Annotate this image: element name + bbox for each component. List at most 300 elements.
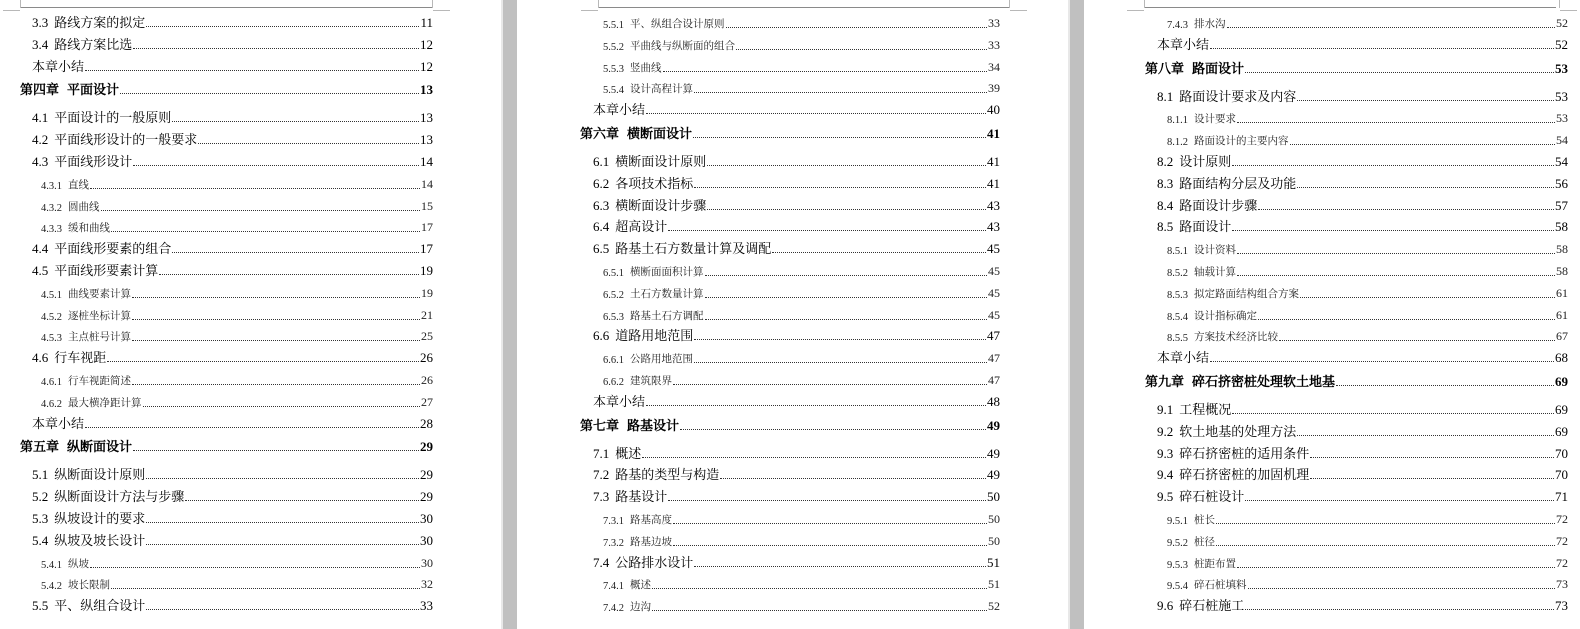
toc-section-entry[interactable] [32, 35, 433, 53]
document-page-3 [1084, 0, 1580, 629]
toc-page-number: 73 [1555, 598, 1568, 614]
toc-entry-number: 4.4 [32, 241, 49, 257]
crop-mark [1127, 10, 1144, 11]
toc-subsection-entry[interactable] [603, 370, 1000, 388]
toc-entry-title: 本章小结 [32, 415, 85, 431]
toc-subsection-entry[interactable] [603, 283, 1000, 301]
dot-leader [1237, 121, 1555, 123]
toc-subsection-entry[interactable] [1167, 108, 1568, 126]
toc-page-number: 33 [988, 16, 1000, 30]
toc-subsection-entry[interactable] [603, 78, 1000, 96]
dot-leader [646, 404, 986, 406]
toc-page-number: 11 [420, 15, 433, 30]
toc-subsection-entry[interactable] [41, 283, 433, 301]
toc-subsection-entry[interactable] [603, 596, 1000, 614]
dot-leader [673, 522, 987, 524]
dot-leader [120, 92, 419, 94]
toc-section-entry[interactable] [593, 465, 1000, 483]
document-page-1 [0, 0, 501, 629]
toc-chapter-entry[interactable] [1145, 372, 1568, 390]
toc-entry-title: 本章小结 [1157, 350, 1210, 366]
dot-leader [172, 251, 419, 253]
dot-leader [101, 209, 421, 211]
toc-page-number: 41 [987, 154, 1000, 169]
toc-page-number: 29 [420, 489, 433, 505]
toc-page-number: 43 [987, 197, 1000, 213]
dot-leader [694, 338, 986, 340]
toc-subsection-entry[interactable] [603, 35, 1000, 53]
toc-page-number: 45 [988, 285, 1000, 300]
toc-page-number: 41 [987, 126, 1000, 141]
toc-entry-title: 纵断面设计 [67, 439, 133, 455]
toc-entry-number: 5.4.1 [41, 559, 62, 571]
toc-entry-title: 路基边坡 [630, 536, 672, 548]
crop-mark [1009, 0, 1010, 8]
toc-section-entry[interactable] [1157, 196, 1568, 214]
dot-leader [132, 339, 420, 341]
dot-leader [772, 251, 986, 253]
dot-leader [146, 477, 419, 479]
toc-page-number: 47 [987, 328, 1000, 344]
toc-entry-number: 6.1 [593, 154, 610, 169]
dot-leader [111, 587, 420, 589]
toc-entry-number: 4.3 [32, 154, 49, 169]
toc-entry-title: 工程概况 [1179, 402, 1232, 417]
toc-page-number: 50 [987, 489, 1000, 505]
toc-page-number: 72 [1556, 512, 1568, 526]
toc-entry-title: 路面设计要求及内容 [1179, 88, 1297, 104]
crop-mark [20, 0, 21, 8]
dot-leader [1297, 434, 1554, 436]
toc-page-number: 61 [1556, 285, 1568, 300]
toc-entry-title: 平面线形要素的组合 [54, 241, 172, 257]
dot-leader [107, 360, 419, 362]
toc-entry-title: 平、纵组合设计 [54, 598, 146, 614]
toc-page-number: 45 [988, 264, 1000, 278]
toc-section-entry[interactable] [32, 152, 433, 170]
toc-entry-number: 8.1.2 [1167, 137, 1188, 149]
toc-subsection-entry[interactable] [603, 305, 1000, 323]
toc-subsection-entry[interactable] [603, 509, 1000, 527]
toc-entry-title: 土石方数量计算 [630, 288, 704, 300]
toc-entry-title: 拟定路面结构组合方案 [1194, 288, 1299, 300]
toc-entry-title: 路面设计的主要内容 [1194, 136, 1289, 148]
toc-page-number: 45 [987, 241, 1000, 257]
toc-entry-title: 平、纵组合设计原则 [630, 19, 725, 30]
toc-entry-title: 软土地基的处理方法 [1179, 423, 1297, 439]
toc-section-entry[interactable] [1157, 487, 1568, 505]
toc-entry-number: 第八章 [1145, 60, 1185, 76]
toc-section-entry[interactable] [593, 487, 1000, 505]
toc-section-entry[interactable] [1157, 174, 1568, 192]
toc-subsection-entry[interactable] [1167, 239, 1568, 257]
dot-leader [146, 25, 419, 27]
toc-entry-number: 6.5 [593, 241, 610, 257]
toc-page-number: 13 [420, 82, 433, 98]
toc-section-entry[interactable] [1157, 35, 1568, 53]
toc-section-entry[interactable] [1157, 87, 1568, 105]
toc-section-entry[interactable] [32, 465, 433, 483]
toc-entry-number: 8.5 [1157, 219, 1174, 235]
toc-entry-number: 6.2 [593, 175, 610, 191]
toc-entry-number: 9.5.3 [1167, 559, 1188, 571]
toc-entry-title: 逐桩坐标计算 [68, 310, 131, 322]
toc-section-entry[interactable] [593, 326, 1000, 344]
toc-entry-number: 4.3.2 [41, 202, 62, 214]
crop-mark [432, 0, 433, 8]
toc-entry-title: 路基土石方数量计算及调配 [615, 241, 772, 257]
toc-section-entry[interactable] [32, 348, 433, 366]
toc-subsection-entry[interactable] [1167, 13, 1568, 31]
page-gutter [1070, 0, 1084, 629]
toc-entry-title: 设计资料 [1194, 245, 1236, 257]
dot-leader [185, 499, 419, 501]
toc-entry-number: 6.6 [593, 328, 610, 344]
dot-leader [1258, 318, 1555, 320]
toc-entry-number: 9.1 [1157, 402, 1174, 417]
toc-page-number: 49 [987, 467, 1000, 483]
toc-subsection-entry[interactable] [603, 57, 1000, 75]
toc-entry-number: 6.4 [593, 219, 610, 235]
dot-leader [111, 230, 420, 232]
page-header-rule [1144, 7, 1556, 8]
toc-section-entry[interactable] [32, 596, 433, 614]
toc-entry-title: 路线方案比选 [54, 36, 133, 52]
toc-page-number: 72 [1556, 533, 1568, 548]
toc-section-entry[interactable] [32, 108, 433, 126]
toc-subsection-entry[interactable] [603, 531, 1000, 549]
toc-entry-number: 4.3.1 [41, 180, 62, 192]
toc-section-entry[interactable] [593, 392, 1000, 410]
toc-page-number: 52 [988, 599, 1000, 614]
toc-entry-title: 直线 [68, 179, 89, 191]
dot-leader [146, 521, 419, 523]
toc-entry-title: 本章小结 [593, 393, 646, 409]
toc-section-entry[interactable] [32, 487, 433, 505]
dot-leader [1210, 47, 1554, 49]
toc-entry-title: 路面设计 [1179, 219, 1232, 235]
toc-section-entry[interactable] [32, 130, 433, 148]
toc-page-number: 32 [421, 577, 433, 592]
toc-page-number: 15 [421, 198, 433, 213]
toc-section-entry[interactable] [593, 100, 1000, 118]
toc-page-number: 52 [1556, 16, 1568, 30]
toc-entry-title: 路基设计 [615, 489, 668, 505]
toc-section-entry[interactable] [32, 414, 433, 432]
toc-chapter-entry[interactable] [580, 416, 1000, 434]
toc-entry-title: 方案技术经济比较 [1194, 332, 1278, 344]
toc-entry-number: 5.5.1 [603, 20, 624, 31]
dot-leader [1279, 339, 1555, 341]
toc-page-number: 30 [420, 532, 433, 548]
toc-section-entry[interactable] [593, 217, 1000, 235]
toc-entry-title: 碎石挤密桩处理软土地基 [1192, 374, 1336, 389]
toc-subsection-entry[interactable] [1167, 305, 1568, 323]
toc-section-entry[interactable] [1157, 596, 1568, 614]
toc-entry-number: 5.4 [32, 532, 49, 548]
toc-entry-number: 8.5.3 [1167, 289, 1188, 301]
toc-subsection-entry[interactable] [41, 174, 433, 192]
toc-page-number: 34 [988, 59, 1000, 74]
toc-entry-title: 曲线要素计算 [68, 288, 131, 300]
dot-leader [133, 449, 419, 451]
toc-subsection-entry[interactable] [41, 305, 433, 323]
dot-leader [85, 426, 419, 428]
toc-entry-number: 5.5 [32, 598, 49, 614]
toc-entry-title: 横断面设计原则 [615, 154, 707, 169]
toc-page-number: 49 [987, 417, 1000, 433]
toc-subsection-entry[interactable] [1167, 130, 1568, 148]
dot-leader [707, 208, 986, 210]
crop-mark [1144, 0, 1145, 8]
dot-leader [133, 47, 419, 49]
toc-section-entry[interactable] [593, 553, 1000, 571]
toc-page-number: 17 [420, 241, 433, 257]
toc-entry-number: 7.1 [593, 445, 610, 461]
toc-section-entry[interactable] [1157, 422, 1568, 440]
toc-entry-title: 缓和曲线 [68, 223, 110, 235]
toc-section-entry[interactable] [1157, 400, 1568, 418]
toc-entry-number: 第七章 [580, 417, 620, 433]
toc-section-entry[interactable] [593, 239, 1000, 257]
toc-subsection-entry[interactable] [1167, 574, 1568, 592]
toc-entry-title: 平面线形设计的一般要求 [54, 132, 198, 148]
toc-page-number: 30 [420, 511, 433, 526]
toc-entry-number: 8.5.4 [1167, 311, 1188, 323]
toc-page-number: 58 [1556, 242, 1568, 257]
toc-section-entry[interactable] [593, 152, 1000, 170]
toc-entry-number: 9.6 [1157, 598, 1174, 614]
toc-section-entry[interactable] [1157, 444, 1568, 462]
dot-leader [1310, 456, 1554, 458]
toc-section-entry[interactable] [593, 444, 1000, 462]
toc-entry-number: 第四章 [20, 82, 60, 98]
toc-entry-number: 9.2 [1157, 423, 1174, 439]
toc-entry-number: 6.5.2 [603, 289, 624, 301]
toc-section-entry[interactable] [32, 239, 433, 257]
dot-leader [1237, 252, 1555, 254]
dot-leader [1232, 164, 1554, 166]
toc-page-number: 21 [421, 307, 433, 322]
toc-entry-number: 5.2 [32, 489, 49, 505]
toc-page-number: 14 [420, 154, 433, 169]
toc-subsection-entry[interactable] [1167, 326, 1568, 344]
toc-entry-title: 横断面面积计算 [630, 267, 704, 278]
toc-entry-number: 4.5 [32, 263, 49, 278]
toc-entry-title: 超高设计 [615, 219, 668, 235]
toc-section-entry[interactable] [593, 174, 1000, 192]
dot-leader [652, 609, 987, 611]
toc-entry-number: 9.5.2 [1167, 537, 1188, 549]
toc-entry-number: 6.5.1 [603, 268, 624, 279]
dot-leader [720, 477, 986, 479]
toc-entry-title: 轴载计算 [1194, 267, 1236, 278]
dot-leader [668, 229, 986, 231]
toc-entry-number: 7.4.2 [603, 603, 624, 615]
toc-entry-number: 6.6.1 [603, 355, 624, 367]
toc-section-entry[interactable] [32, 57, 433, 75]
toc-entry-number: 6.5.3 [603, 311, 624, 323]
dot-leader [1210, 360, 1554, 362]
dot-leader [736, 48, 987, 50]
dot-leader [673, 383, 987, 385]
toc-entry-title: 主点桩号计算 [68, 332, 131, 344]
toc-page-number: 51 [988, 577, 1000, 592]
toc-entry-number: 6.3 [593, 197, 610, 213]
toc-entry-number: 8.5.1 [1167, 246, 1188, 258]
dot-leader [1232, 412, 1554, 414]
dot-leader [705, 296, 988, 298]
dot-leader [132, 383, 420, 385]
toc-subsection-entry[interactable] [41, 196, 433, 214]
toc-entry-title: 横断面设计 [627, 126, 693, 141]
toc-entry-title: 设计高程计算 [630, 84, 693, 96]
toc-entry-number: 9.4 [1157, 467, 1174, 483]
dot-leader [132, 296, 420, 298]
toc-subsection-entry[interactable] [41, 392, 433, 410]
toc-subsection-entry[interactable] [41, 326, 433, 344]
toc-subsection-entry[interactable] [603, 261, 1000, 279]
toc-page-number: 25 [421, 329, 433, 344]
toc-section-entry[interactable] [1157, 217, 1568, 235]
dot-leader [680, 428, 986, 430]
toc-page-number: 47 [988, 351, 1000, 366]
toc-page-number: 17 [421, 220, 433, 235]
toc-section-entry[interactable] [1157, 348, 1568, 366]
toc-section-entry[interactable] [32, 509, 433, 527]
toc-entry-number: 3.4 [32, 36, 49, 52]
toc-chapter-entry[interactable] [20, 80, 433, 98]
toc-entry-title: 平面设计 [67, 82, 120, 98]
dot-leader [652, 587, 987, 589]
dot-leader [1245, 71, 1554, 73]
toc-chapter-entry[interactable] [1145, 59, 1568, 77]
toc-page-number: 12 [420, 58, 433, 74]
toc-section-entry[interactable] [1157, 152, 1568, 170]
toc-page-number: 53 [1555, 88, 1568, 104]
toc-entry-number: 5.5.2 [603, 41, 624, 53]
toc-page-number: 40 [987, 102, 1000, 118]
toc-subsection-entry[interactable] [41, 217, 433, 235]
toc-section-entry[interactable] [1157, 465, 1568, 483]
toc-entry-title: 碎石桩设计 [1179, 489, 1245, 505]
toc-entry-title: 桩径 [1194, 536, 1215, 548]
toc-entry-title: 平曲线与纵断面的组合 [630, 40, 735, 52]
toc-entry-title: 公路用地范围 [630, 354, 693, 366]
toc-entry-title: 本章小结 [32, 58, 85, 74]
toc-page-number: 50 [988, 512, 1000, 526]
toc-entry-number: 8.5.5 [1167, 333, 1188, 345]
crop-mark [581, 10, 598, 11]
toc-page-number: 53 [1555, 60, 1568, 76]
toc-subsection-entry[interactable] [603, 13, 1000, 31]
toc-entry-number: 8.3 [1157, 175, 1174, 191]
crop-mark [1560, 10, 1577, 11]
toc-entry-title: 平面线形要素计算 [54, 263, 159, 278]
toc-subsection-entry[interactable] [1167, 553, 1568, 571]
toc-entry-number: 7.2 [593, 467, 610, 483]
toc-page-number: 19 [421, 285, 433, 300]
toc-subsection-entry[interactable] [41, 370, 433, 388]
dot-leader [1245, 499, 1554, 501]
page-header-rule [598, 7, 1010, 8]
toc-page-number: 72 [1556, 555, 1568, 570]
toc-page-number: 12 [420, 36, 433, 52]
toc-entry-title: 路线方案的拟定 [54, 15, 146, 30]
toc-section-entry[interactable] [32, 13, 433, 31]
dot-leader [1216, 544, 1555, 546]
toc-page-number: 53 [1556, 111, 1568, 126]
toc-entry-number: 9.3 [1157, 445, 1174, 461]
toc-entry-number: 7.3 [593, 489, 610, 505]
toc-subsection-entry[interactable] [1167, 509, 1568, 527]
toc-page-number: 58 [1556, 264, 1568, 278]
toc-page-number: 52 [1555, 36, 1568, 52]
toc-page-number: 68 [1555, 350, 1568, 366]
toc-section-entry[interactable] [593, 196, 1000, 214]
toc-page-number: 67 [1556, 329, 1568, 344]
toc-entry-number: 5.5.4 [603, 85, 624, 97]
toc-entry-number: 9.5.1 [1167, 516, 1188, 527]
dot-leader [85, 69, 419, 71]
toc-subsection-entry[interactable] [1167, 283, 1568, 301]
toc-page-number: 69 [1555, 374, 1568, 389]
toc-entry-title: 平面线形设计 [54, 154, 133, 169]
toc-page-number: 58 [1555, 219, 1568, 235]
toc-chapter-entry[interactable] [580, 124, 1000, 142]
toc-chapter-entry[interactable] [20, 437, 433, 455]
toc-entry-number: 8.4 [1157, 197, 1174, 213]
toc-subsection-entry[interactable] [41, 553, 433, 571]
toc-subsection-entry[interactable] [1167, 261, 1568, 279]
dot-leader [707, 164, 986, 166]
toc-section-entry[interactable] [32, 531, 433, 549]
toc-entry-number: 8.5.2 [1167, 268, 1188, 279]
toc-entry-title: 设计要求 [1194, 114, 1236, 126]
toc-subsection-entry[interactable] [41, 574, 433, 592]
toc-entry-number: 7.4.1 [603, 581, 624, 593]
toc-page-number: 33 [420, 598, 433, 614]
toc-section-entry[interactable] [32, 261, 433, 279]
toc-entry-title: 平面设计的一般原则 [54, 110, 172, 126]
toc-page-number: 70 [1555, 467, 1568, 483]
toc-entry-title: 桩长 [1194, 515, 1215, 526]
toc-page-number: 19 [420, 263, 433, 278]
toc-entry-title: 建筑限界 [630, 376, 672, 387]
toc-page-number: 45 [988, 307, 1000, 322]
toc-entry-title: 碎石挤密桩的加固机理 [1179, 467, 1310, 483]
dot-leader [1297, 99, 1554, 101]
toc-entry-title: 本章小结 [593, 102, 646, 118]
toc-entry-number: 第九章 [1145, 374, 1185, 389]
toc-subsection-entry[interactable] [603, 348, 1000, 366]
toc-entry-title: 行车视距简述 [68, 376, 131, 387]
toc-entry-title: 路基设计 [627, 417, 680, 433]
toc-page-number: 54 [1556, 133, 1568, 148]
dot-leader [90, 566, 420, 568]
dot-leader [1245, 608, 1554, 610]
dot-leader [198, 142, 419, 144]
toc-subsection-entry[interactable] [1167, 531, 1568, 549]
toc-entry-number: 7.3.2 [603, 537, 624, 549]
dot-leader [172, 120, 419, 122]
toc-entry-number: 9.5 [1157, 489, 1174, 505]
toc-subsection-entry[interactable] [603, 574, 1000, 592]
toc-page-number: 26 [421, 373, 433, 387]
toc-entry-number: 4.2 [32, 132, 49, 148]
dot-leader [159, 273, 419, 275]
dot-leader [673, 544, 987, 546]
